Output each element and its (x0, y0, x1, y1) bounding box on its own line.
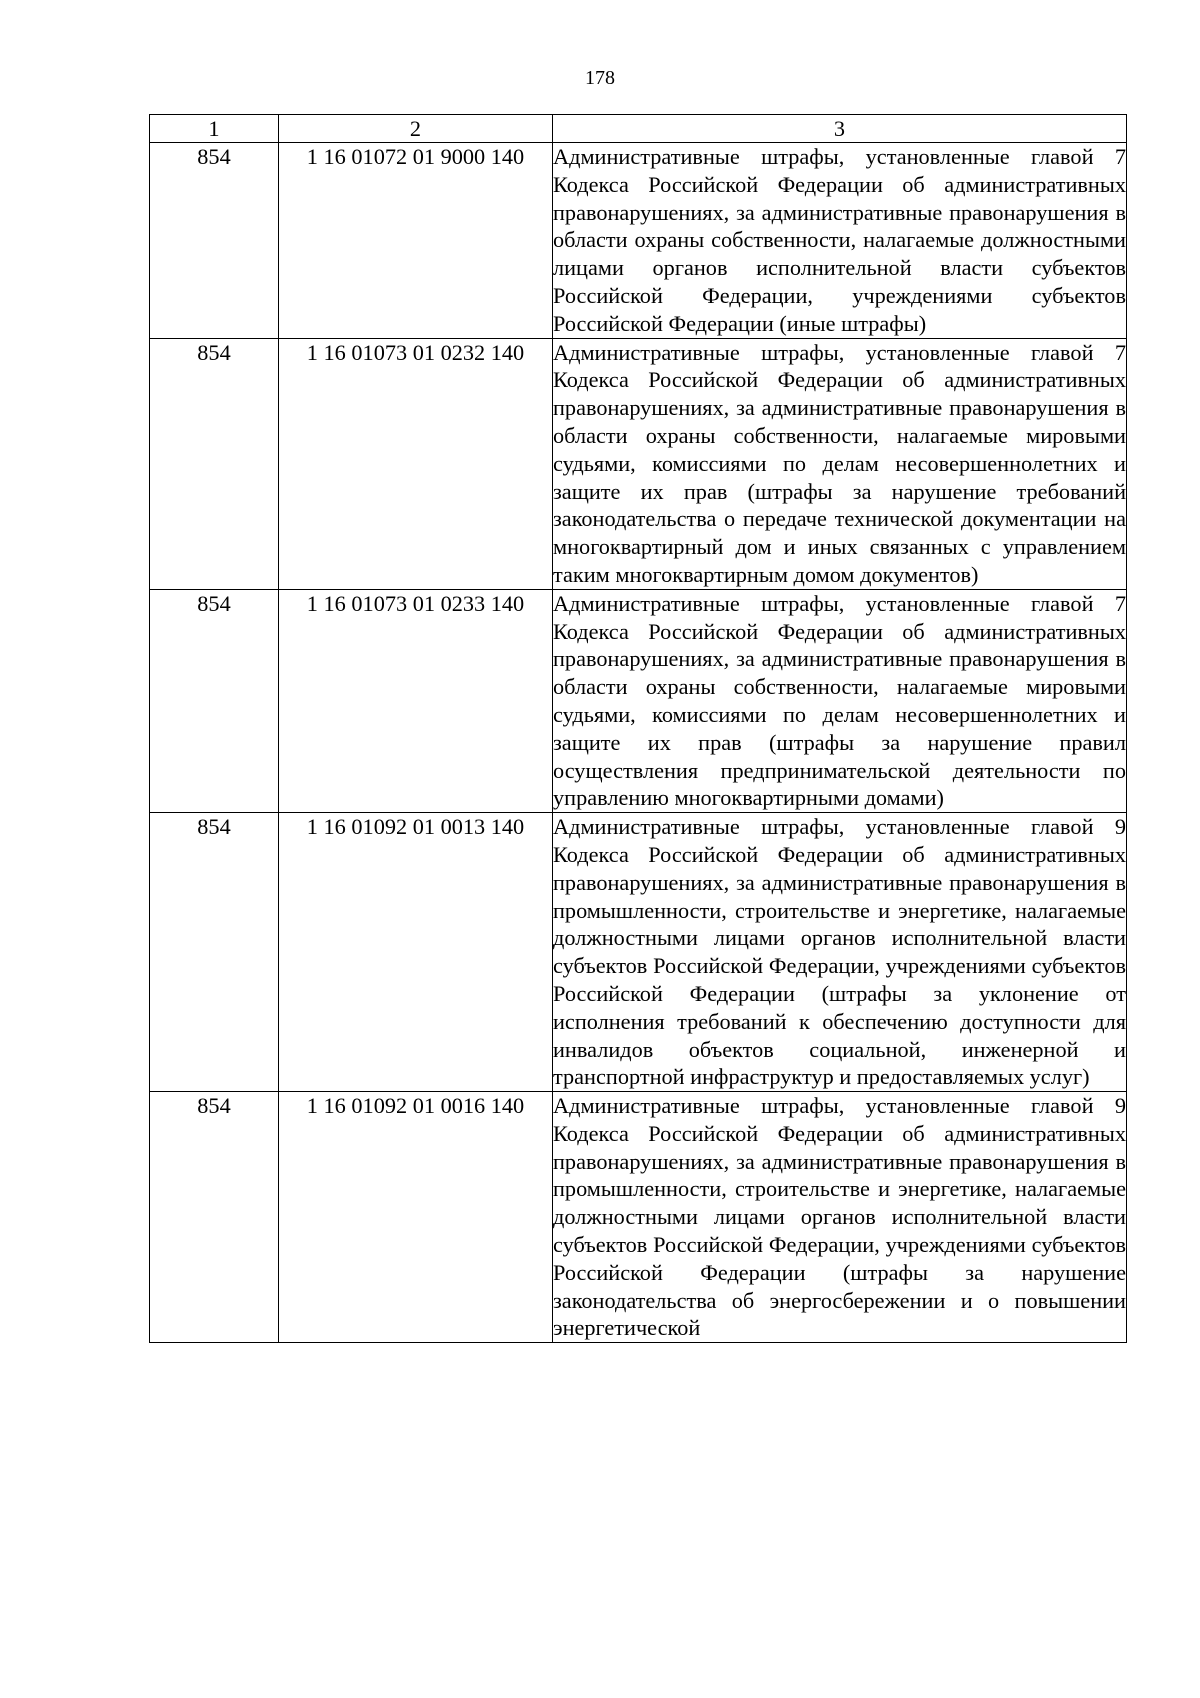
admin-code-cell: 854 (150, 589, 279, 812)
kbk-code-cell: 1 16 01092 01 0016 140 (279, 1092, 553, 1343)
admin-code-cell: 854 (150, 1092, 279, 1343)
budget-classification-table (149, 114, 1127, 1343)
description-cell: Административные штрафы, установленные главой 7 Кодекса Российской Федерации об административных правонарушениях, за административные правонарушения в области охраны собственности, налагаемые мировыми судьями, комиссиями по делам несовершеннолетних и защите их прав (штрафы за нарушение правил осуществления предпринимательской деятельности по управлению многоквартирными домами) (553, 589, 1127, 812)
admin-code-cell: 854 (150, 338, 279, 589)
table-row (150, 1092, 1127, 1343)
page-number: 178 (585, 67, 615, 89)
column-header-2: 2 (279, 115, 553, 143)
table-row (150, 143, 1127, 339)
table-row (150, 338, 1127, 589)
column-header-3: 3 (553, 115, 1127, 143)
admin-code-cell: 854 (150, 143, 279, 339)
table-header-row (150, 115, 1127, 143)
kbk-code-cell: 1 16 01073 01 0232 140 (279, 338, 553, 589)
table-row (150, 813, 1127, 1092)
kbk-code-cell: 1 16 01072 01 9000 140 (279, 143, 553, 339)
kbk-code-cell: 1 16 01092 01 0013 140 (279, 813, 553, 1092)
kbk-code-cell: 1 16 01073 01 0233 140 (279, 589, 553, 812)
column-header-1: 1 (150, 115, 279, 143)
description-cell: Административные штрафы, установленные главой 9 Кодекса Российской Федерации об административных правонарушениях, за административные правонарушения в промышленности, строительстве и энергетике, налагаемые должностными лицами органов исполнительной власти субъектов Российской Федерации, учреждениями субъектов Российской Федерации (штрафы за нарушение законодательства об энергосбережении и о повышении энергетической (553, 1092, 1127, 1343)
description-cell: Административные штрафы, установленные главой 9 Кодекса Российской Федерации об административных правонарушениях, за административные правонарушения в промышленности, строительстве и энергетике, налагаемые должностными лицами органов исполнительной власти субъектов Российской Федерации, учреждениями субъектов Российской Федерации (штрафы за уклонение от исполнения требований к обеспечению доступности для инвалидов объектов социальной, инженерной и транспортной инфраструктур и предоставляемых услуг) (553, 813, 1127, 1092)
description-cell: Административные штрафы, установленные главой 7 Кодекса Российской Федерации об административных правонарушениях, за административные правонарушения в области охраны собственности, налагаемые мировыми судьями, комиссиями по делам несовершеннолетних и защите их прав (штрафы за нарушение требований законодательства о передаче технической документации на многоквартирный дом и иных связанных с управлением таким многоквартирным домом документов) (553, 338, 1127, 589)
description-cell: Административные штрафы, установленные главой 7 Кодекса Российской Федерации об административных правонарушениях, за административные правонарушения в области охраны собственности, налагаемые должностными лицами органов исполнительной власти субъектов Российской Федерации, учреждениями субъектов Российской Федерации (иные штрафы) (553, 143, 1127, 339)
admin-code-cell: 854 (150, 813, 279, 1092)
table-row (150, 589, 1127, 812)
